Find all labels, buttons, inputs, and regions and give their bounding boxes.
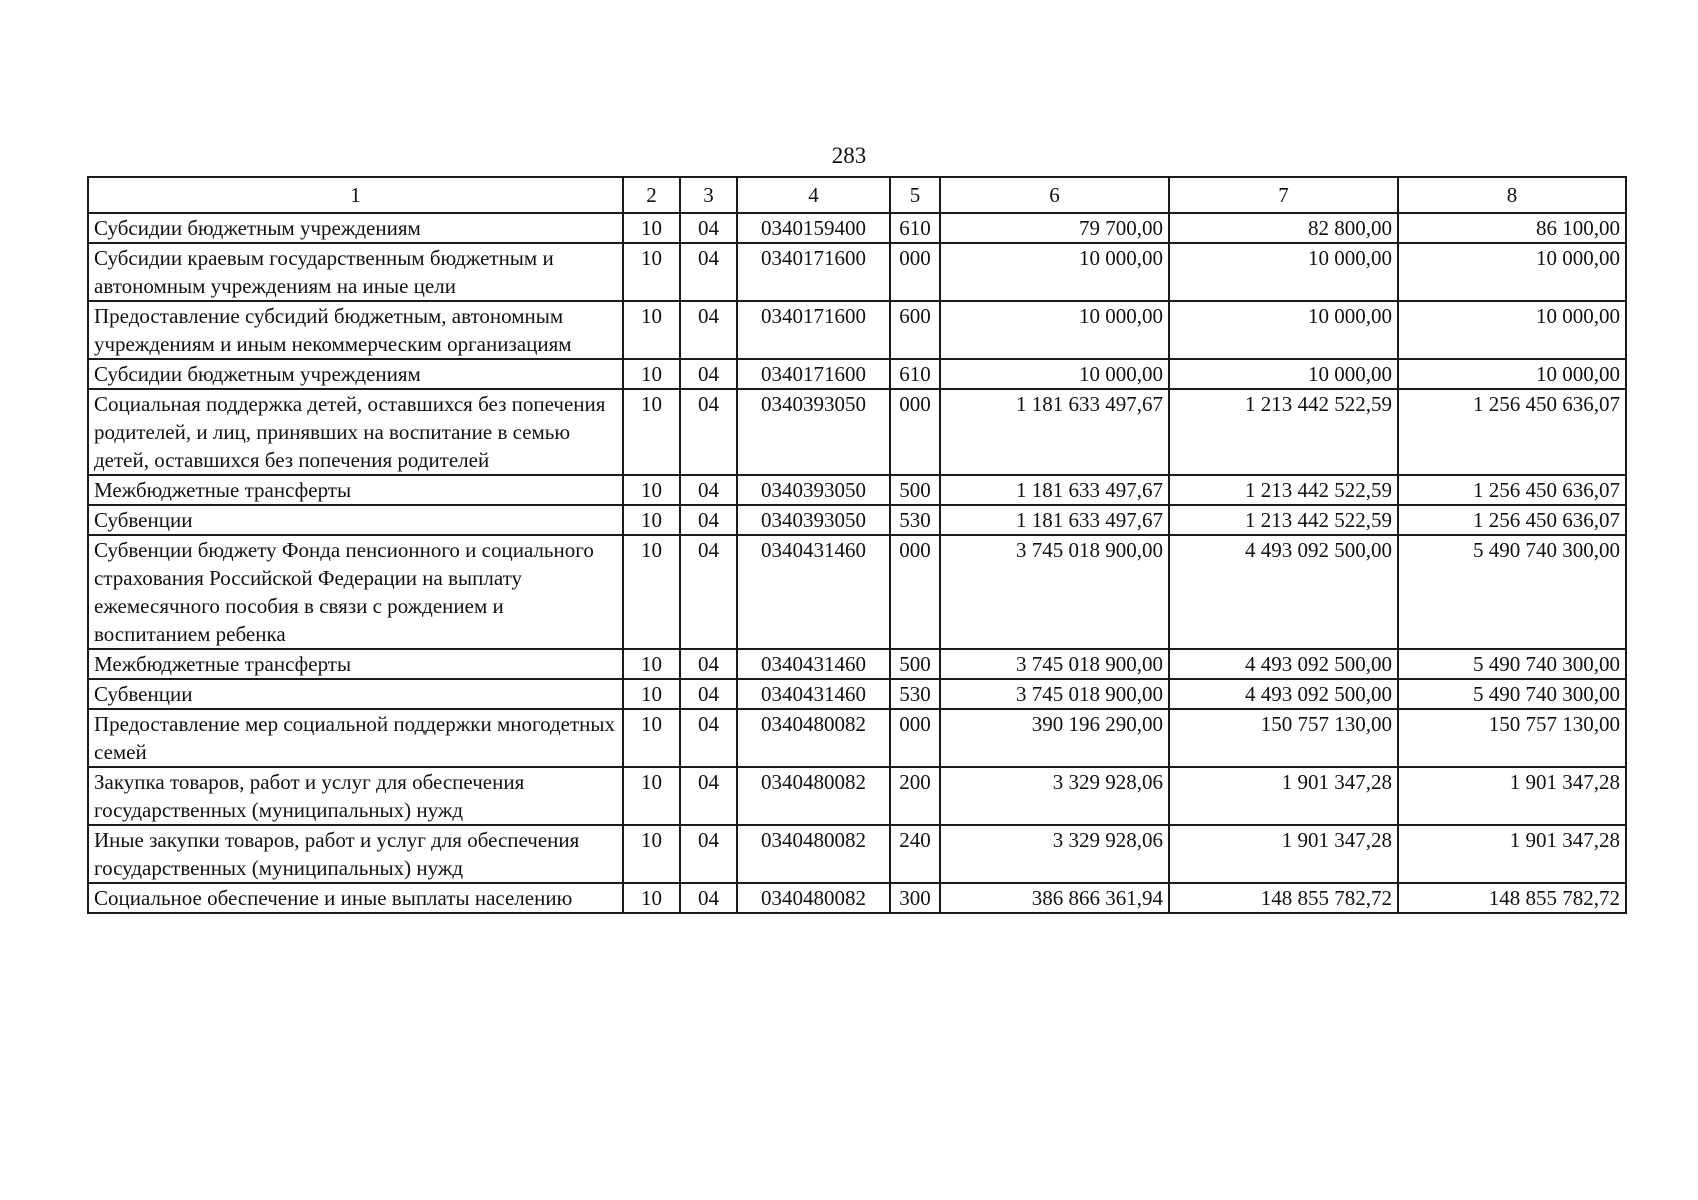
amount-col-7: 4 493 092 500,00 <box>1169 535 1398 649</box>
column-header: 4 <box>737 177 890 213</box>
amount-col-6: 79 700,00 <box>940 213 1169 243</box>
page-number: 283 <box>831 143 867 168</box>
amount-col-7: 150 757 130,00 <box>1169 709 1398 767</box>
header-row <box>88 177 1626 213</box>
amount-col-8: 10 000,00 <box>1398 301 1626 359</box>
section-code: 10 <box>623 213 680 243</box>
row-description: Закупка товаров, работ и услуг для обеспечения государственных (муниципальных) нужд <box>88 767 623 825</box>
table-row <box>88 679 1626 709</box>
amount-col-6: 1 181 633 497,67 <box>940 475 1169 505</box>
expense-type-code: 600 <box>890 301 940 359</box>
subsection-code: 04 <box>680 709 737 767</box>
target-article-code: 0340480082 <box>737 709 890 767</box>
target-article-code: 0340171600 <box>737 243 890 301</box>
target-article-code: 0340171600 <box>737 301 890 359</box>
section-code: 10 <box>623 535 680 649</box>
amount-col-8: 10 000,00 <box>1398 359 1626 389</box>
table-row <box>88 767 1626 825</box>
amount-col-8: 10 000,00 <box>1398 243 1626 301</box>
table-row <box>88 213 1626 243</box>
subsection-code: 04 <box>680 243 737 301</box>
amount-col-7: 1 213 442 522,59 <box>1169 505 1398 535</box>
subsection-code: 04 <box>680 649 737 679</box>
target-article-code: 0340480082 <box>737 883 890 913</box>
amount-col-6: 1 181 633 497,67 <box>940 389 1169 475</box>
amount-col-8: 1 256 450 636,07 <box>1398 389 1626 475</box>
table-row <box>88 301 1626 359</box>
expense-type-code: 000 <box>890 535 940 649</box>
expense-type-code: 500 <box>890 649 940 679</box>
amount-col-8: 86 100,00 <box>1398 213 1626 243</box>
subsection-code: 04 <box>680 301 737 359</box>
subsection-code: 04 <box>680 359 737 389</box>
table-row <box>88 649 1626 679</box>
section-code: 10 <box>623 649 680 679</box>
target-article-code: 0340431460 <box>737 649 890 679</box>
expense-type-code: 500 <box>890 475 940 505</box>
subsection-code: 04 <box>680 505 737 535</box>
amount-col-7: 10 000,00 <box>1169 359 1398 389</box>
row-description: Социальное обеспечение и иные выплаты населению <box>88 883 623 913</box>
amount-col-7: 1 901 347,28 <box>1169 825 1398 883</box>
subsection-code: 04 <box>680 535 737 649</box>
table-row <box>88 475 1626 505</box>
amount-col-7: 4 493 092 500,00 <box>1169 649 1398 679</box>
amount-col-8: 1 256 450 636,07 <box>1398 505 1626 535</box>
amount-col-8: 1 256 450 636,07 <box>1398 475 1626 505</box>
subsection-code: 04 <box>680 389 737 475</box>
section-code: 10 <box>623 359 680 389</box>
subsection-code: 04 <box>680 679 737 709</box>
target-article-code: 0340480082 <box>737 825 890 883</box>
column-header: 7 <box>1169 177 1398 213</box>
section-code: 10 <box>623 505 680 535</box>
amount-col-6: 10 000,00 <box>940 301 1169 359</box>
amount-col-6: 3 329 928,06 <box>940 825 1169 883</box>
section-code: 10 <box>623 243 680 301</box>
section-code: 10 <box>623 679 680 709</box>
target-article-code: 0340393050 <box>737 475 890 505</box>
column-header: 1 <box>88 177 623 213</box>
expense-type-code: 000 <box>890 243 940 301</box>
expense-type-code: 000 <box>890 389 940 475</box>
expense-type-code: 240 <box>890 825 940 883</box>
amount-col-7: 82 800,00 <box>1169 213 1398 243</box>
amount-col-6: 10 000,00 <box>940 243 1169 301</box>
amount-col-6: 3 745 018 900,00 <box>940 679 1169 709</box>
table-row <box>88 535 1626 649</box>
amount-col-7: 148 855 782,72 <box>1169 883 1398 913</box>
target-article-code: 0340159400 <box>737 213 890 243</box>
table-row <box>88 243 1626 301</box>
table-row <box>88 389 1626 475</box>
amount-col-6: 3 745 018 900,00 <box>940 649 1169 679</box>
column-header: 6 <box>940 177 1169 213</box>
amount-col-7: 10 000,00 <box>1169 243 1398 301</box>
row-description: Субвенции <box>88 679 623 709</box>
expense-type-code: 000 <box>890 709 940 767</box>
expense-type-code: 300 <box>890 883 940 913</box>
row-description: Субвенции бюджету Фонда пенсионного и социального страхования Российской Федерации на выплату ежемесячного пособия в связи с рождением и воспитанием ребенка <box>88 535 623 649</box>
row-description: Субсидии бюджетным учреждениям <box>88 213 623 243</box>
amount-col-8: 5 490 740 300,00 <box>1398 649 1626 679</box>
section-code: 10 <box>623 767 680 825</box>
subsection-code: 04 <box>680 883 737 913</box>
column-header: 8 <box>1398 177 1626 213</box>
amount-col-6: 3 329 928,06 <box>940 767 1169 825</box>
row-description: Социальная поддержка детей, оставшихся без попечения родителей, и лиц, принявших на воспитание в семью детей, оставшихся без попечения родителей <box>88 389 623 475</box>
amount-col-8: 150 757 130,00 <box>1398 709 1626 767</box>
section-code: 10 <box>623 825 680 883</box>
expense-type-code: 200 <box>890 767 940 825</box>
amount-col-6: 390 196 290,00 <box>940 709 1169 767</box>
table-row <box>88 883 1626 913</box>
row-description: Субвенции <box>88 505 623 535</box>
amount-col-7: 1 213 442 522,59 <box>1169 475 1398 505</box>
section-code: 10 <box>623 389 680 475</box>
amount-col-7: 1 901 347,28 <box>1169 767 1398 825</box>
amount-col-6: 10 000,00 <box>940 359 1169 389</box>
budget-table <box>87 176 1627 914</box>
target-article-code: 0340431460 <box>737 679 890 709</box>
column-header: 3 <box>680 177 737 213</box>
subsection-code: 04 <box>680 213 737 243</box>
subsection-code: 04 <box>680 767 737 825</box>
expense-type-code: 530 <box>890 679 940 709</box>
column-header: 2 <box>623 177 680 213</box>
amount-col-7: 1 213 442 522,59 <box>1169 389 1398 475</box>
amount-col-6: 1 181 633 497,67 <box>940 505 1169 535</box>
amount-col-8: 1 901 347,28 <box>1398 767 1626 825</box>
target-article-code: 0340393050 <box>737 505 890 535</box>
amount-col-6: 386 866 361,94 <box>940 883 1169 913</box>
row-description: Предоставление мер социальной поддержки многодетных семей <box>88 709 623 767</box>
section-code: 10 <box>623 709 680 767</box>
section-code: 10 <box>623 883 680 913</box>
expense-type-code: 610 <box>890 213 940 243</box>
amount-col-6: 3 745 018 900,00 <box>940 535 1169 649</box>
subsection-code: 04 <box>680 825 737 883</box>
table-row <box>88 709 1626 767</box>
table-row <box>88 825 1626 883</box>
section-code: 10 <box>623 475 680 505</box>
amount-col-7: 10 000,00 <box>1169 301 1398 359</box>
amount-col-7: 4 493 092 500,00 <box>1169 679 1398 709</box>
amount-col-8: 148 855 782,72 <box>1398 883 1626 913</box>
column-header: 5 <box>890 177 940 213</box>
row-description: Иные закупки товаров, работ и услуг для обеспечения государственных (муниципальных) нужд <box>88 825 623 883</box>
row-description: Субсидии бюджетным учреждениям <box>88 359 623 389</box>
target-article-code: 0340480082 <box>737 767 890 825</box>
expense-type-code: 530 <box>890 505 940 535</box>
table-row <box>88 359 1626 389</box>
target-article-code: 0340431460 <box>737 535 890 649</box>
amount-col-8: 5 490 740 300,00 <box>1398 535 1626 649</box>
section-code: 10 <box>623 301 680 359</box>
amount-col-8: 1 901 347,28 <box>1398 825 1626 883</box>
row-description: Предоставление субсидий бюджетным, автономным учреждениям и иным некоммерческим организациям <box>88 301 623 359</box>
table-row <box>88 505 1626 535</box>
expense-type-code: 610 <box>890 359 940 389</box>
row-description: Субсидии краевым государственным бюджетным и автономным учреждениям на иные цели <box>88 243 623 301</box>
subsection-code: 04 <box>680 475 737 505</box>
row-description: Межбюджетные трансферты <box>88 649 623 679</box>
amount-col-8: 5 490 740 300,00 <box>1398 679 1626 709</box>
target-article-code: 0340393050 <box>737 389 890 475</box>
target-article-code: 0340171600 <box>737 359 890 389</box>
row-description: Межбюджетные трансферты <box>88 475 623 505</box>
